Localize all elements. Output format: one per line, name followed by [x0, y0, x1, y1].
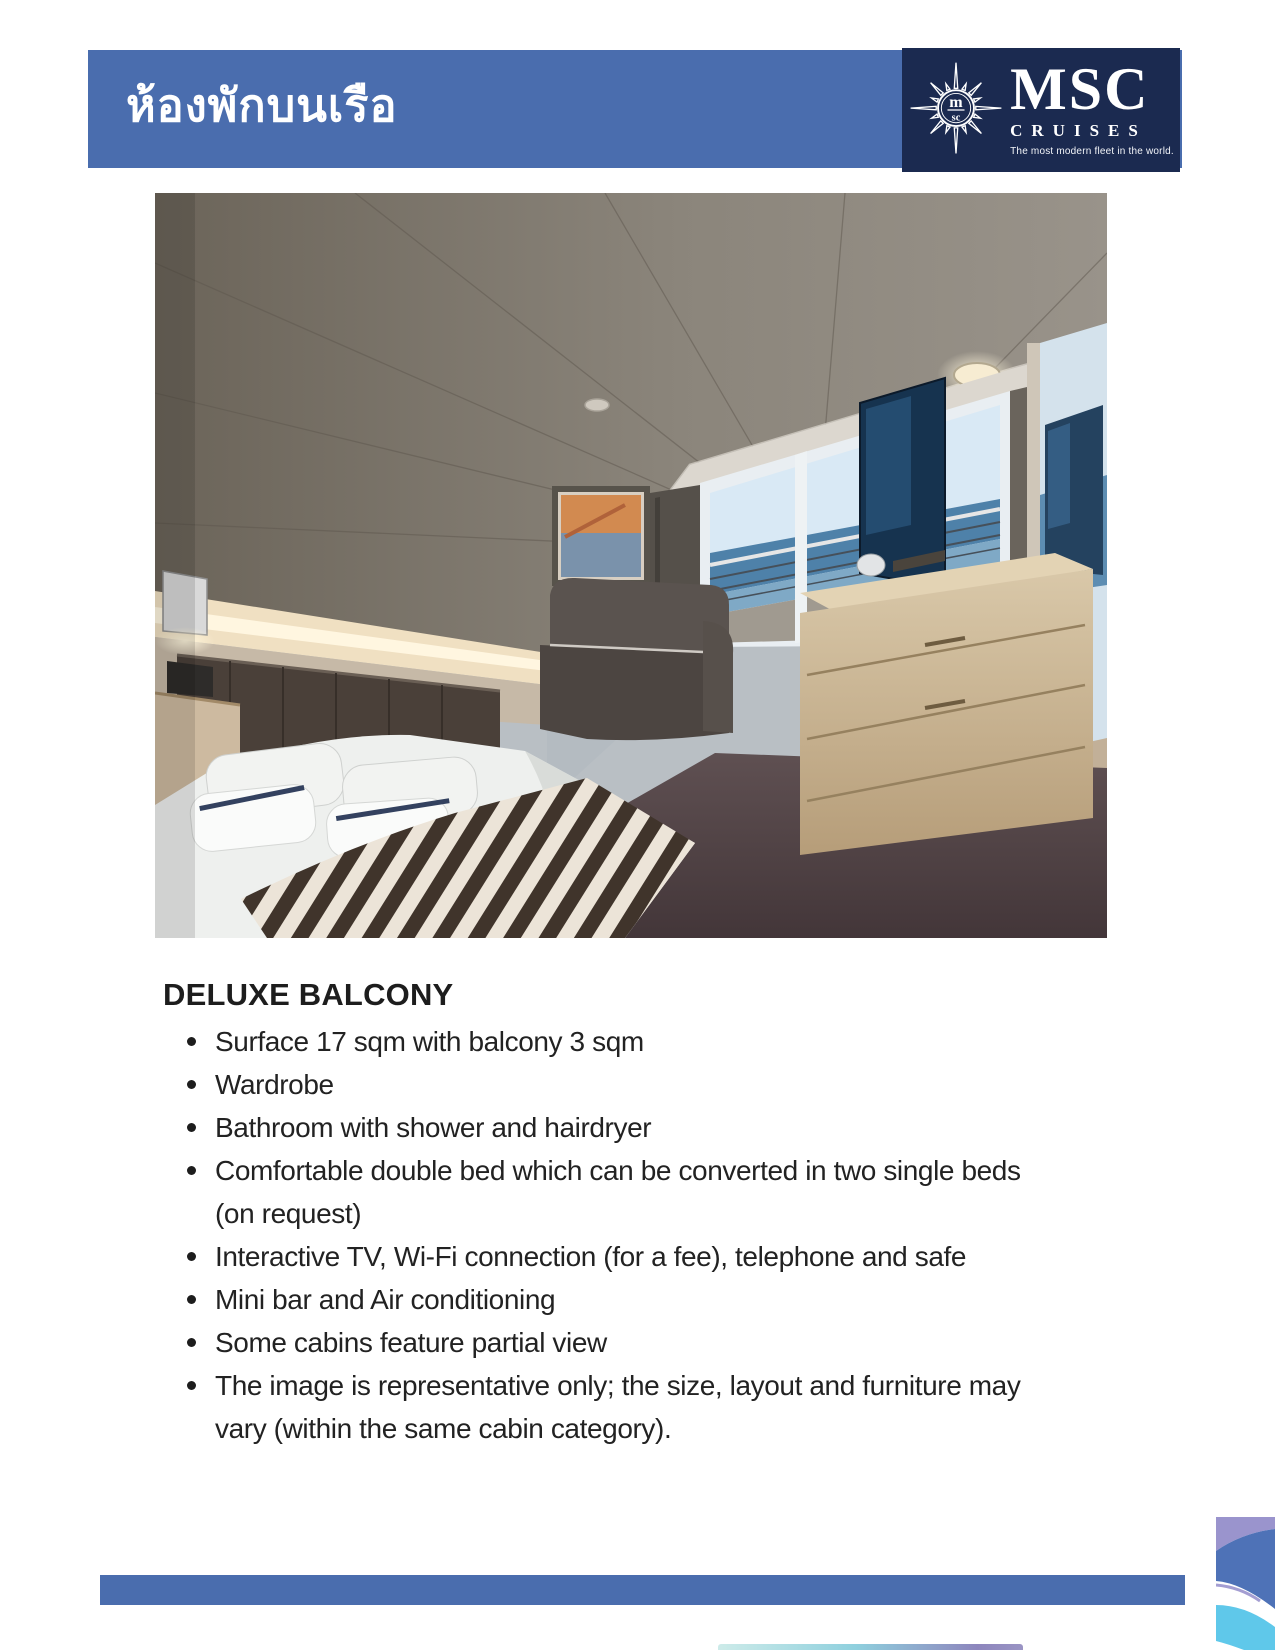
- bottom-strip-graphic: [718, 1644, 1023, 1650]
- smoke-detector: [585, 399, 609, 411]
- feature-item: Some cabins feature partial view: [163, 1321, 1045, 1364]
- kettle: [857, 554, 885, 576]
- dresser: [800, 550, 1093, 855]
- feature-item: Interactive TV, Wi-Fi connection (for a fee), telephone and safe: [163, 1235, 1045, 1278]
- picture-frame: [555, 489, 647, 583]
- feature-item: Mini bar and Air conditioning: [163, 1278, 1045, 1321]
- logo-sub-text: CRUISES: [1010, 121, 1147, 140]
- logo-tagline: The most modern fleet in the world.: [1010, 146, 1174, 157]
- page-title: ห้องพักบนเรือ: [126, 79, 398, 132]
- sofa: [540, 578, 733, 740]
- cabin-info: [163, 976, 1063, 1450]
- cabin-photo-illustration: [155, 193, 1107, 938]
- footer-bar: [100, 1575, 1185, 1605]
- header-bar: [88, 50, 1182, 168]
- feature-item: Surface 17 sqm with balcony 3 sqm: [163, 1020, 1045, 1063]
- msc-logo: [902, 48, 1180, 172]
- feature-item: Wardrobe: [163, 1063, 1045, 1106]
- wave-cyan-band: [1216, 1605, 1275, 1650]
- emblem-sc: sc: [951, 112, 961, 124]
- feature-item: The image is representative only; the size, layout and furniture may vary (within the same cabin category).: [163, 1364, 1045, 1450]
- feature-list: [163, 1020, 1063, 1450]
- feature-item: Bathroom with shower and hairdryer: [163, 1106, 1045, 1149]
- emblem-m: m: [949, 94, 963, 112]
- logo-brand-text: MSC: [1010, 56, 1150, 122]
- logo-text: [1010, 56, 1174, 157]
- cabin-photo: [155, 193, 1107, 938]
- cabin-heading: DELUXE BALCONY: [163, 977, 454, 1012]
- feature-item: Comfortable double bed which can be converted in two single beds (on request): [163, 1149, 1045, 1235]
- corner-wave-graphic: [1216, 1517, 1275, 1650]
- msc-compass-icon: [908, 58, 1004, 162]
